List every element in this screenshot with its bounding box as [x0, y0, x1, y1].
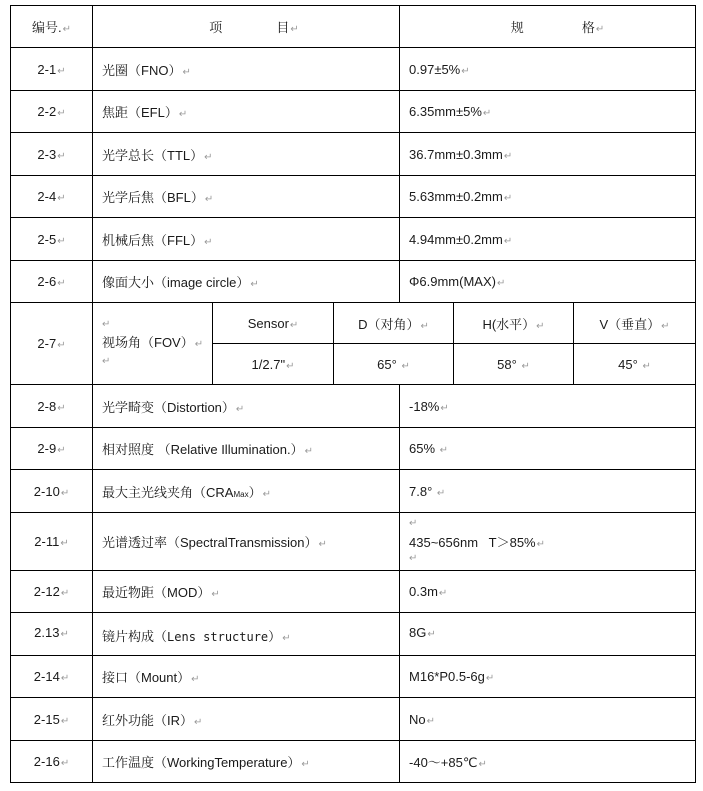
row-item: 光学总长（TTL）↵ — [93, 133, 400, 176]
row-no: 2-16↵ — [11, 741, 93, 783]
fov-header-horizontal: H(水平）↵ — [454, 303, 574, 344]
row-no: 2.13↵ — [11, 613, 93, 656]
lens-spec-table — [10, 5, 696, 783]
row-no: 2-1↵ — [11, 48, 93, 91]
row-spec: 0.3m↵ — [400, 571, 696, 613]
fov-header-row — [11, 303, 696, 344]
row-no: 2-7↵ — [11, 303, 93, 385]
row-no: 2-5↵ — [11, 218, 93, 261]
row-no: 2-8↵ — [11, 385, 93, 428]
table-row — [11, 741, 696, 783]
row-item: 接口（Mount）↵ — [93, 656, 400, 698]
row-item: 红外功能（IR）↵ — [93, 698, 400, 741]
row-spec: 5.63mm±0.2mm↵ — [400, 176, 696, 218]
table-row — [11, 218, 696, 261]
row-item: 光学畸变（Distortion）↵ — [93, 385, 400, 428]
row-item: 工作温度（WorkingTemperature）↵ — [93, 741, 400, 783]
table-row — [11, 571, 696, 613]
table-row — [11, 613, 696, 656]
table-row — [11, 48, 696, 91]
row-item: 相对照度 （Relative Illumination.）↵ — [93, 428, 400, 470]
row-no: 2-10↵ — [11, 470, 93, 513]
row-item: 机械后焦（FFL）↵ — [93, 218, 400, 261]
header-spec: 规 格↵ — [400, 6, 696, 48]
row-spec: ↵ 435~656nm T＞85%↵ ↵ — [400, 513, 696, 571]
table-row — [11, 428, 696, 470]
fov-header-sensor: Sensor↵ — [213, 303, 334, 344]
fov-header-diagonal: D（对角）↵ — [334, 303, 454, 344]
row-no: 2-14↵ — [11, 656, 93, 698]
fov-value-vertical: 45° ↵ — [574, 344, 696, 385]
header-no: 编号.↵ — [11, 6, 93, 48]
row-item: 最大主光线夹角（CRAMax）↵ — [93, 470, 400, 513]
table-row — [11, 385, 696, 428]
fov-item: ↵ 视场角（FOV）↵ ↵ — [93, 303, 213, 385]
row-spec: Φ6.9mm(MAX)↵ — [400, 261, 696, 303]
row-spec: 36.7mm±0.3mm↵ — [400, 133, 696, 176]
row-spec: 7.8° ↵ — [400, 470, 696, 513]
row-no: 2-9↵ — [11, 428, 93, 470]
table-row — [11, 698, 696, 741]
row-spec: -18%↵ — [400, 385, 696, 428]
row-spec: M16*P0.5-6g↵ — [400, 656, 696, 698]
table-row — [11, 470, 696, 513]
row-item: 镜片构成（Lens structure）↵ — [93, 613, 400, 656]
row-no: 2-12↵ — [11, 571, 93, 613]
table-row — [11, 91, 696, 133]
table-row — [11, 176, 696, 218]
table-row — [11, 513, 696, 571]
row-no: 2-6↵ — [11, 261, 93, 303]
row-spec: 0.97±5%↵ — [400, 48, 696, 91]
fov-value-horizontal: 58° ↵ — [454, 344, 574, 385]
row-item: 光圈（FNO）↵ — [93, 48, 400, 91]
row-item: 光学后焦（BFL）↵ — [93, 176, 400, 218]
table-row — [11, 261, 696, 303]
header-item: 项 目↵ — [93, 6, 400, 48]
row-item: 焦距（EFL）↵ — [93, 91, 400, 133]
row-spec: 6.35mm±5%↵ — [400, 91, 696, 133]
row-item: 光谱透过率（SpectralTransmission）↵ — [93, 513, 400, 571]
fov-value-diagonal: 65° ↵ — [334, 344, 454, 385]
row-no: 2-11↵ — [11, 513, 93, 571]
row-spec: 65% ↵ — [400, 428, 696, 470]
row-no: 2-2↵ — [11, 91, 93, 133]
table-row — [11, 656, 696, 698]
row-spec: -40～+85℃↵ — [400, 741, 696, 783]
table-header-row — [11, 6, 696, 48]
row-no: 2-4↵ — [11, 176, 93, 218]
row-spec: No↵ — [400, 698, 696, 741]
row-no: 2-15↵ — [11, 698, 93, 741]
row-no: 2-3↵ — [11, 133, 93, 176]
row-spec: 4.94mm±0.2mm↵ — [400, 218, 696, 261]
row-item: 最近物距（MOD）↵ — [93, 571, 400, 613]
table-row — [11, 133, 696, 176]
row-item: 像面大小（image circle）↵ — [93, 261, 400, 303]
row-spec: 8G↵ — [400, 613, 696, 656]
fov-value-sensor: 1/2.7"↵ — [213, 344, 334, 385]
fov-header-vertical: V（垂直）↵ — [574, 303, 696, 344]
